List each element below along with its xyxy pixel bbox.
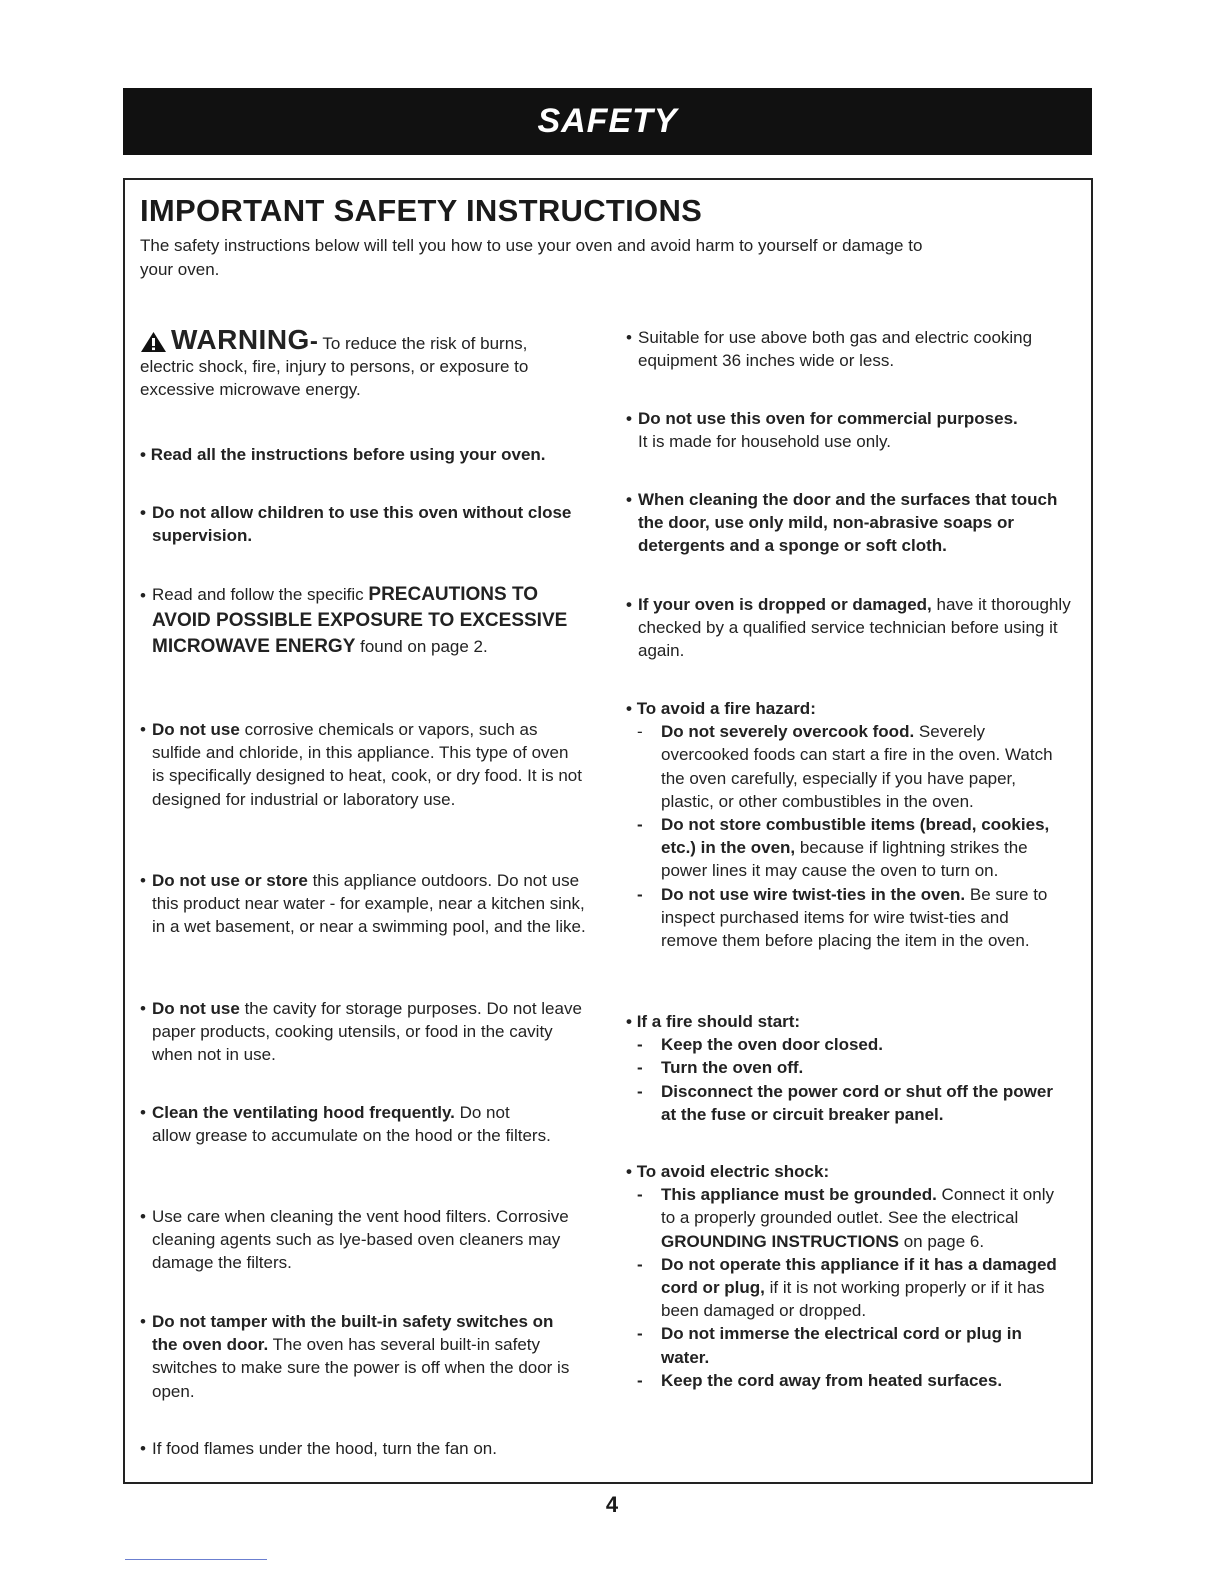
fire-start-block: • If a fire should start: - Keep the oven door closed. - Turn the oven off. - Disconnect the power cord or shut off the power at the fuse or circuit breaker panel.: [626, 1010, 1066, 1126]
warning-dash: -: [309, 328, 319, 355]
list-item: - Do not operate this appliance if it has a damaged cord or plug, if it is not working properly or if it has been damaged or dropped.: [637, 1254, 1057, 1321]
list-item: • When cleaning the door and the surfaces that touch the door, use only mild, non-abrasive soaps or detergents and a sponge or soft cloth.: [626, 490, 1058, 556]
list-item: • Clean the ventilating hood frequently. Do not allow grease to accumulate on the hood or the filters.: [140, 1103, 551, 1146]
list-item: • Do not allow children to use this oven without close supervision.: [140, 503, 572, 546]
list-item: - Do not severely overcook food. Severely overcooked foods can start a fire in the oven. Watch the oven carefully, especially if you have paper, plastic, or other combustibles in the oven.: [637, 722, 1053, 811]
intro-text: The safety instructions below will tell you how to use your oven and avoid harm to yourself or damage to your oven.: [140, 236, 923, 279]
list-item: • If your oven is dropped or damaged, have it thoroughly checked by a qualified service technician before using it again.: [626, 595, 1071, 661]
list-item: • Do not use corrosive chemicals or vapors, such as sulfide and chloride, in this appliance. This type of oven is specifically designed to heat, cook, or dry food. It is not designed for industrial or laboratory use.: [140, 720, 582, 809]
list-item: - Do not use wire twist-ties in the oven. Be sure to inspect purchased items for wire twist-ties and remove them before placing the item in the oven.: [637, 884, 1048, 951]
children-text: Do not allow children to use this oven without close supervision.: [152, 503, 572, 546]
warning-label: WARNING: [171, 324, 310, 355]
warning-text-first: To reduce the risk of burns,: [322, 334, 528, 353]
fire-hazard-block: • To avoid a fire hazard: - Do not severely overcook food. Severely overcooked foods can start a fire in the oven. Watch the oven carefully, especially if you have paper, plastic, or other combustibles in the oven. - Do not store combustible items (bread, cookies, etc.) in the oven, because if lightning strikes the power lines it may cause the oven to turn on. - Do not use wire twist-ties in the oven. Be sure to inspect purchased items for wire twist-ties and remove them before placing the item in the oven.: [626, 697, 1066, 952]
section-title: SAFETY: [537, 102, 678, 140]
warning-block: [140, 324, 600, 402]
electric-shock-block: • To avoid electric shock: - This appliance must be grounded. Connect it only to a properly grounded outlet. See the electrical GROUNDING INSTRUCTIONS on page 6. - Do not operate this appliance if it has a damaged cord or plug, if it is not working properly or if it has been damaged or dropped. - Do not immerse the electrical cord or plug in water. - Keep the cord away from heated surfaces.: [626, 1160, 1066, 1392]
fire-start-title: If a fire should start:: [636, 1012, 801, 1031]
list-item: • Do not use or store this appliance outdoors. Do not use this product near water - for example, near a kitchen sink, in a wet basement, or near a swimming pool, and the like.: [140, 871, 586, 937]
list-item: - Do not immerse the electrical cord or plug in water.: [637, 1324, 1022, 1367]
precautions-bold: PRECAUTIONS TO AVOID POSSIBLE EXPOSURE TO EXCESSIVE MICROWAVE ENERGY: [152, 584, 568, 657]
list-item: • Suitable for use above both gas and electric cooking equipment 36 inches wide or less.: [626, 328, 1033, 371]
list-item: - Keep the cord away from heated surfaces.: [637, 1370, 1003, 1390]
page-title: IMPORTANT SAFETY INSTRUCTIONS: [140, 193, 703, 228]
list-item: • Read all the instructions before using your oven.: [140, 445, 546, 464]
footer-rule: [125, 1559, 267, 1560]
precautions-pre: Read and follow the specific: [152, 585, 369, 604]
list-item: • Do not use this oven for commercial purposes. It is made for household use only.: [626, 409, 1018, 452]
list-item: - Do not store combustible items (bread, cookies, etc.) in the oven, because if lightning strikes the power lines it may cause the oven to turn on.: [637, 815, 1050, 881]
list-item: • Do not tamper with the built-in safety switches on the oven door. The oven has several built-in safety switches to make sure the power is off when the door is open.: [140, 1312, 570, 1401]
warning-icon: [140, 331, 167, 353]
list-item: - Keep the oven door closed.: [637, 1035, 883, 1055]
list-item: - Turn the oven off.: [637, 1058, 804, 1078]
precautions-post: found on page 2.: [355, 637, 488, 656]
read-all-text: Read all the instructions before using your oven.: [150, 445, 546, 464]
list-item: • Do not use the cavity for storage purposes. Do not leave paper products, cooking utensils, or food in the cavity when not in use.: [140, 999, 582, 1065]
warning-text-rest: electric shock, fire, injury to persons, or exposure to excessive microwave energy.: [140, 357, 529, 400]
section-banner: [123, 88, 1092, 155]
shock-title: To avoid electric shock:: [636, 1162, 830, 1181]
list-item: - This appliance must be grounded. Connect it only to a properly grounded outlet. See the electrical GROUNDING INSTRUCTIONS on page 6.: [637, 1185, 1054, 1251]
list-item: - Disconnect the power cord or shut off the power at the fuse or circuit breaker panel.: [637, 1081, 1053, 1124]
list-item: • Read and follow the specific PRECAUTIONS TO AVOID POSSIBLE EXPOSURE TO EXCESSIVE MICROWAVE ENERGY found on page 2.: [140, 584, 568, 657]
list-item: • If food flames under the hood, turn the fan on.: [140, 1439, 497, 1458]
list-item: • Use care when cleaning the vent hood filters. Corrosive cleaning agents such as lye-based oven cleaners may damage the filters.: [140, 1207, 569, 1273]
page-number: 4: [605, 1492, 619, 1517]
fire-hazard-title: To avoid a fire hazard:: [636, 699, 816, 718]
